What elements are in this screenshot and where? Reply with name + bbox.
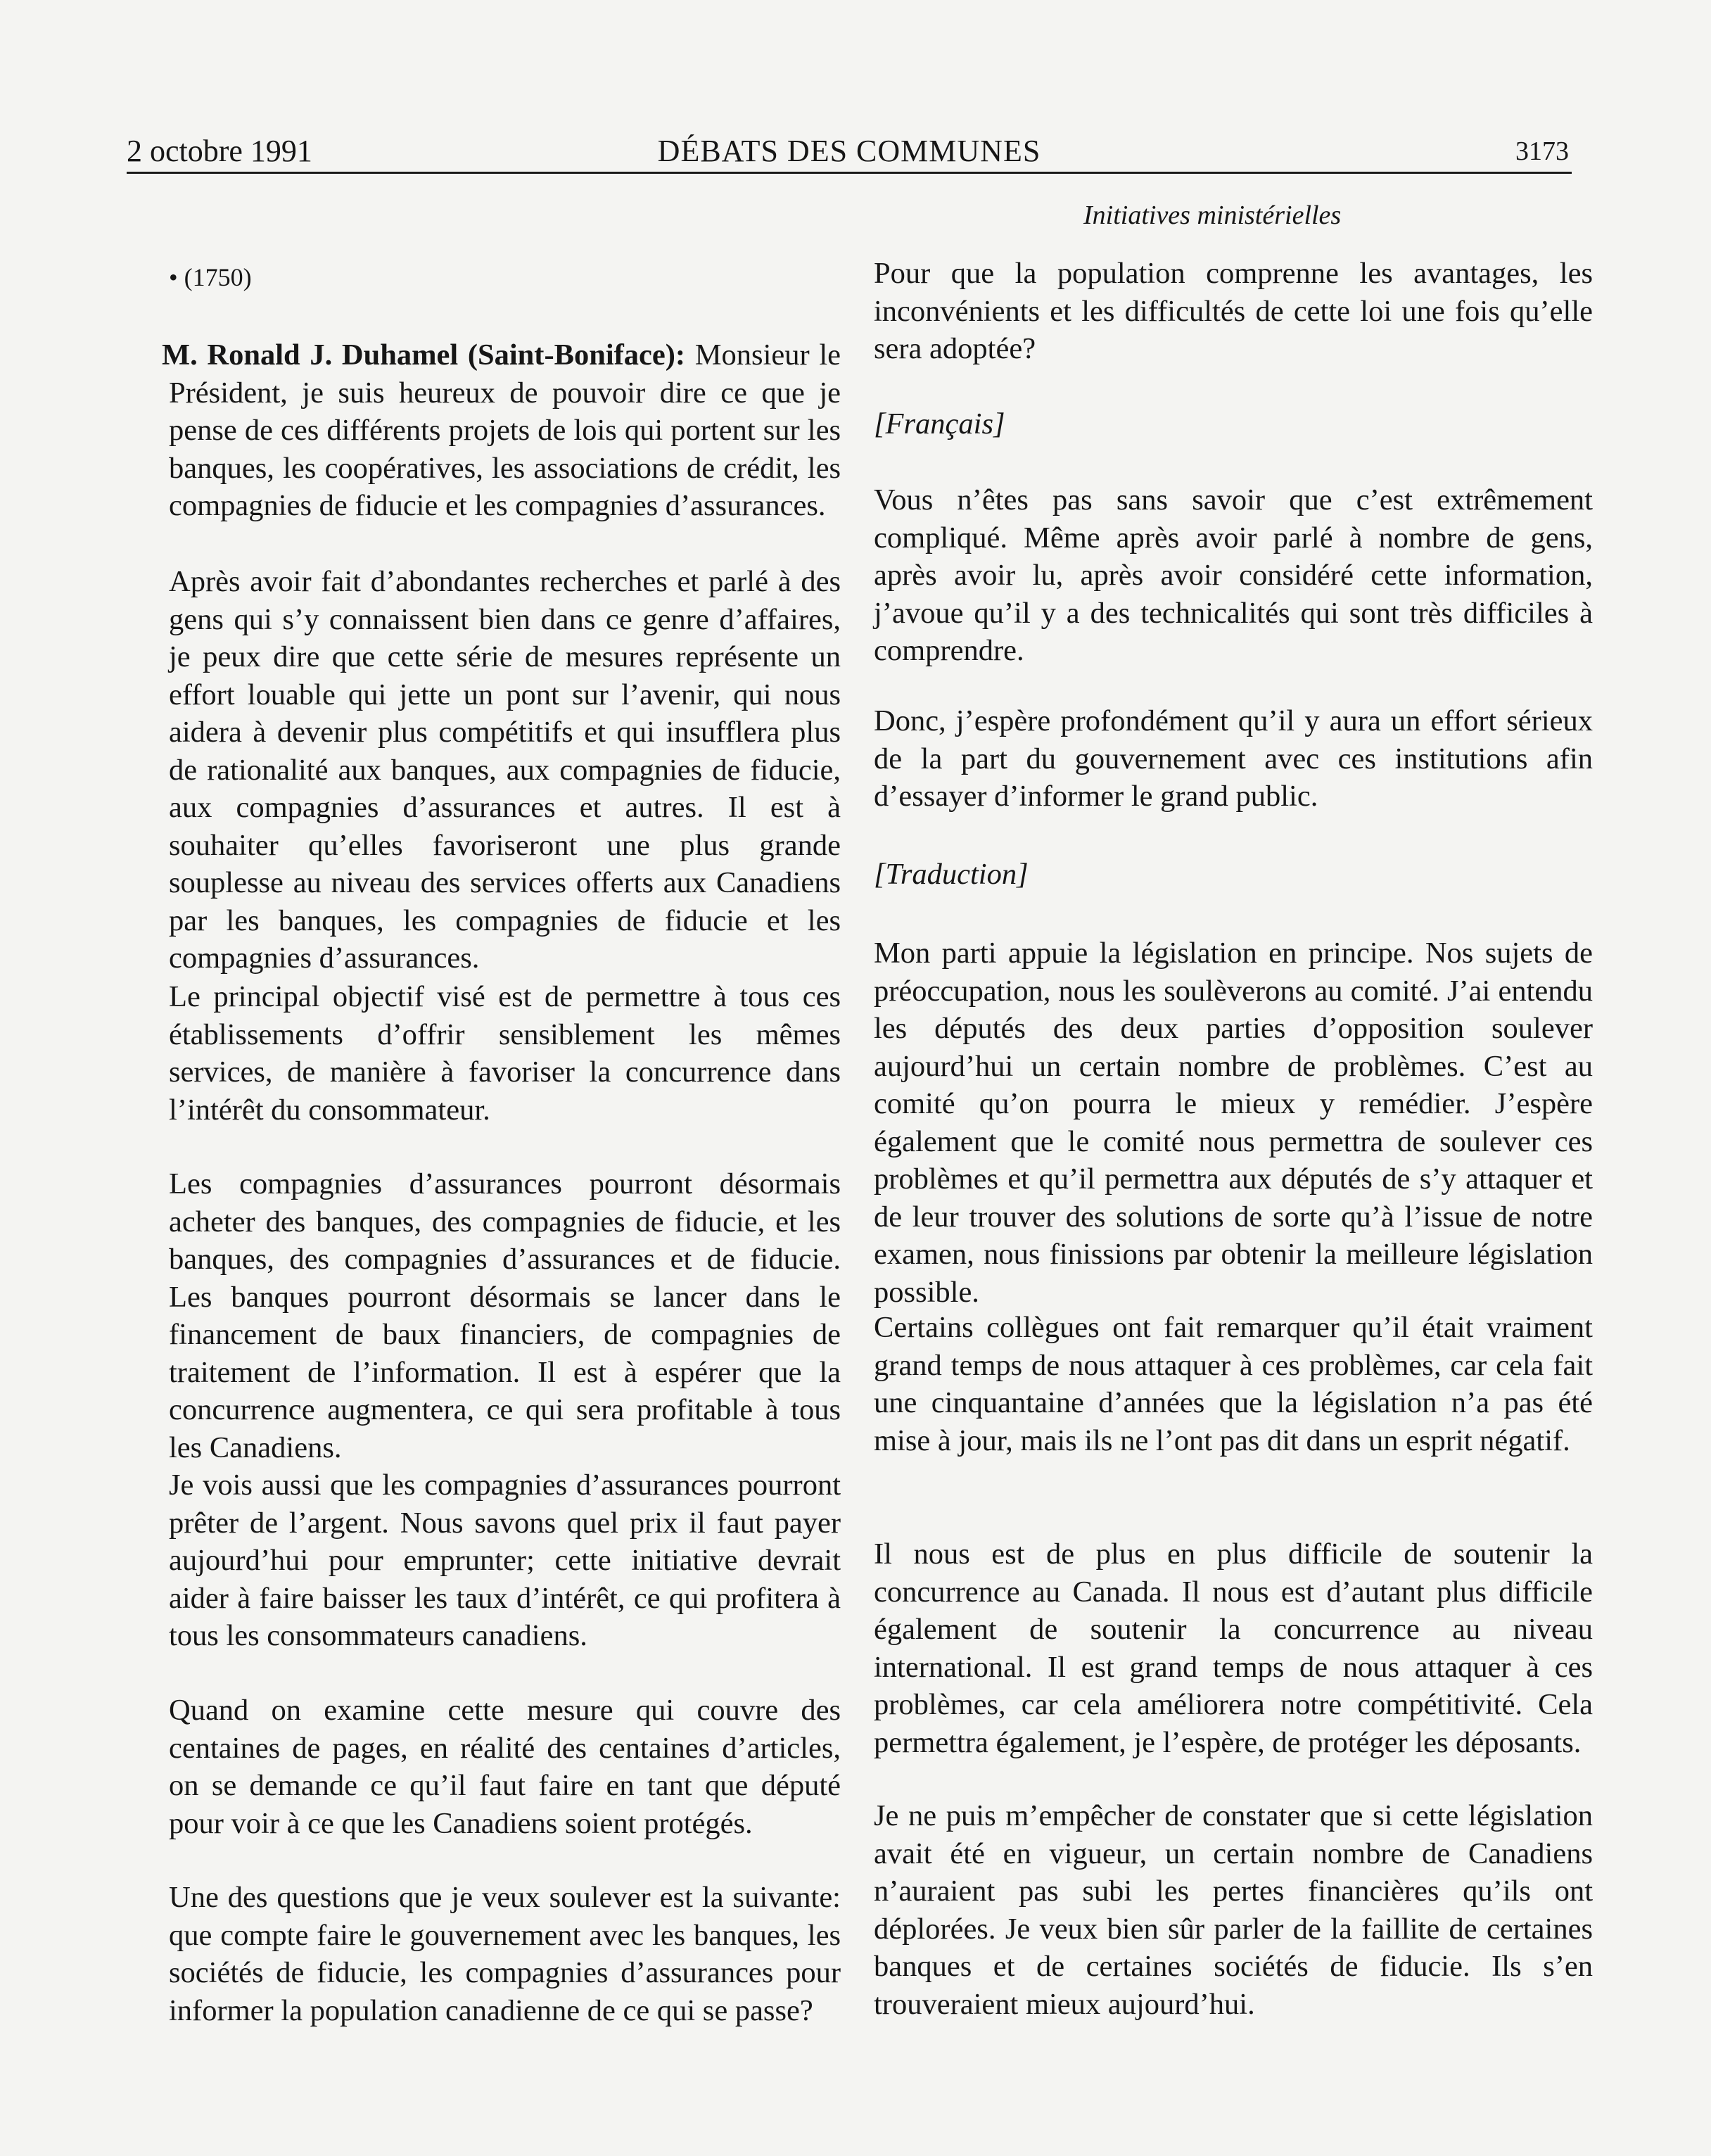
right-paragraph-3: Donc, j’espère profondément qu’il y aura un effort sérieux de la part du gouvernement avec ces institutions afin d’essayer d’informer le grand public. [874, 704, 1593, 813]
language-tag-francais: [Français] [874, 407, 1005, 440]
header-title: DÉBATS DES COMMUNES [657, 134, 1041, 168]
language-tag-traduction: [Traduction] [874, 858, 1029, 891]
right-paragraph-1: Pour que la population comprenne les avantages, les inconvénients et les difficultés de cette loi une fois qu’elle sera adoptée? [874, 257, 1593, 365]
speaker-name: M. Ronald J. Duhamel (Saint-Boniface): [162, 338, 686, 372]
left-paragraph-5: Je vois aussi que les compagnies d’assurances pourront prêter de l’argent. Nous savons quel prix il faut payer aujourd’hui pour emprunter; cette initiative devrait aider à faire baisser les taux d’intérêt, ce qui profitera à tous les consommateurs canadiens. [169, 1469, 841, 1652]
right-paragraph-6: Il nous est de plus en plus difficile de soutenir la concurrence au Canada. Il nous est d’autant plus difficile également de soutenir la concurrence au niveau international. Il est grand temps de nous attaquer à ces problèmes, car cela améliorera notre compétitivité. Cela permettra également, je l’espère, de protéger les déposants. [874, 1537, 1593, 1759]
running-head: Initiatives ministérielles [1083, 201, 1342, 230]
left-paragraph-1 [162, 336, 841, 525]
header-date: 2 octobre 1991 [127, 134, 312, 168]
left-paragraph-4: Les compagnies d’assurances pourront désormais acheter des banques, des compagnies de fiducie, et les banques, des compagnies d’assurances et de fiducie. Les banques pourront désormais se lancer dans le financement de baux financiers, de compagnies de traitement de l’information. Il est à espérer que la concurrence augmentera, ce qui sera profitable à tous les Canadiens. [169, 1167, 841, 1464]
left-paragraph-7: Une des questions que je veux soulever est la suivante: que compte faire le gouvernement avec les banques, les sociétés de fiducie, les compagnies d’assurances pour informer la population canadienne de ce qui se passe? [169, 1881, 841, 2027]
page-header [127, 128, 1572, 175]
right-paragraph-2: Vous n’êtes pas sans savoir que c’est extrêmement compliqué. Même après avoir parlé à nombre de gens, après avoir lu, après avoir considéré cette information, j’avoue qu’il y a des technicalités qui sont très difficiles à comprendre. [874, 483, 1593, 667]
timestamp: • (1750) [169, 263, 252, 291]
left-paragraph-6: Quand on examine cette mesure qui couvre des centaines de pages, en réalité des centaines d’articles, on se demande ce qu’il faut faire en tant que député pour voir à ce que les Canadiens soient protégés. [169, 1694, 841, 1840]
right-paragraph-7: Je ne puis m’empêcher de constater que si cette législation avait été en vigueur, un certain nombre de Canadiens n’auraient pas subi les pertes financières qu’ils ont déplorées. Je veux bien sûr parler de la faillite de certaines banques et de certaines sociétés de fiducie. Ils s’en trouveraient mieux aujourd’hui. [874, 1799, 1593, 2021]
right-paragraph-5: Certains collègues ont fait remarquer qu’il était vraiment grand temps de nous attaquer à ces problèmes, car cela fait une cinquantaine d’années que la législation n’a pas été mise à jour, mais ils ne l’ont pas dit dans un esprit négatif. [874, 1311, 1593, 1457]
header-page-number: 3173 [1515, 137, 1569, 166]
left-paragraph-2: Après avoir fait d’abondantes recherches et parlé à des gens qui s’y connaissent bien dans ce genre d’affaires, je peux dire que cette série de mesures représente un effort louable qui jette un pont sur l’avenir, qui nous aidera à devenir plus compétitifs et qui insufflera plus de rationalité aux banques, aux compagnies de fiducie, aux compagnies d’assurances et autres. Il est à souhaiter qu’elles favoriseront une plus grande souplesse au niveau des services offerts aux Canadiens par les banques, les compagnies de fiducie et les compagnies d’assurances. [169, 565, 841, 975]
left-paragraph-1-text: Monsieur le Président, je suis heureux de pouvoir dire ce que je pense de ces différents projets de lois qui portent sur les banques, les coopératives, les associations de crédit, les compagnies de fiducie et les compagnies d’assurances. [169, 338, 841, 522]
left-paragraph-3: Le principal objectif visé est de permettre à tous ces établissements d’offrir sensiblement les mêmes services, de manière à favoriser la concurrence dans l’intérêt du consommateur. [169, 980, 841, 1127]
header-rule [127, 172, 1572, 174]
right-paragraph-4: Mon parti appuie la législation en principe. Nos sujets de préoccupation, nous les soulèverons au comité. J’ai entendu les députés des deux parties d’opposition soulever aujourd’hui un certain nombre de problèmes. C’est au comité qu’on pourra le mieux y remédier. J’espère également que le comité nous permettra de soulever ces problèmes et qu’il permettra aux députés de s’y attaquer et de leur trouver des solutions de sorte qu’à l’issue de notre examen, nous finissions par obtenir la meilleure législation possible. [874, 937, 1593, 1309]
